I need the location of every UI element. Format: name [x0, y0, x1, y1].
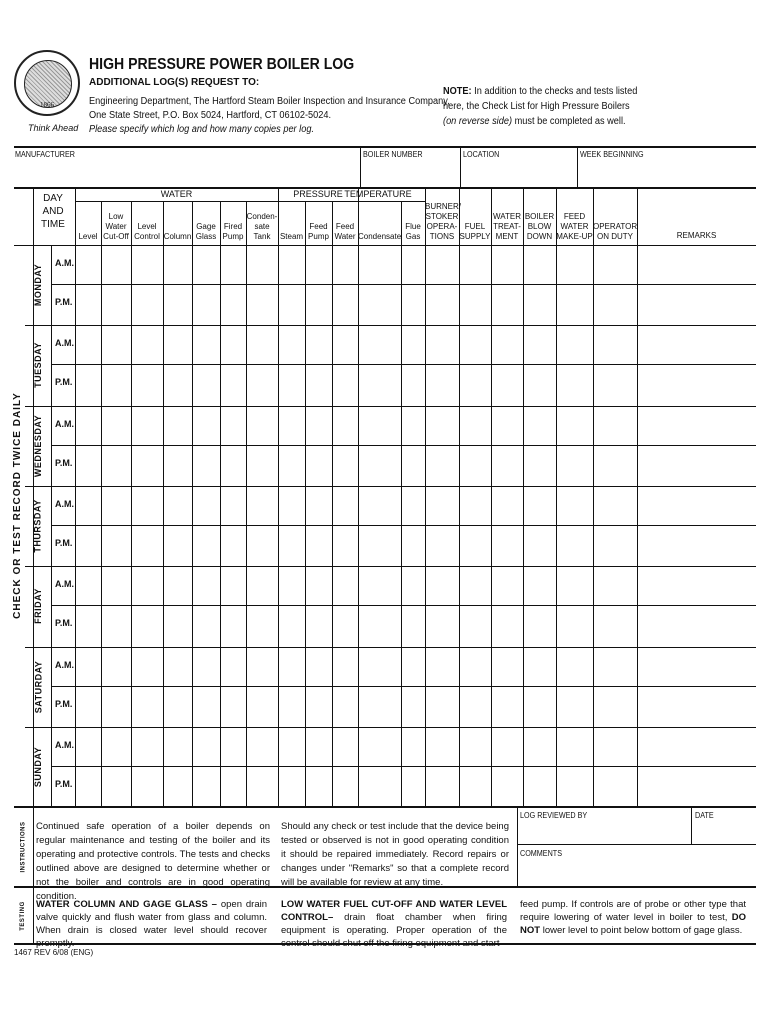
column-border	[192, 201, 193, 806]
water-group-header: WATER	[160, 189, 193, 199]
date-column-border	[691, 806, 692, 844]
boiler-number-field[interactable]: BOILER NUMBER	[363, 150, 423, 159]
am-label: A.M.	[55, 659, 74, 670]
note-label: NOTE:	[443, 86, 472, 97]
address-line-2: One State Street, P.O. Box 5024, Hartford, CT 06102-5024.	[89, 110, 332, 121]
day-label: SATURDAY	[33, 660, 44, 713]
column-header: Fired Pump	[222, 222, 244, 241]
comments-field[interactable]: COMMENTS	[520, 849, 563, 858]
column-border	[401, 201, 402, 806]
company-seal-logo	[14, 50, 80, 116]
column-header: Level	[78, 232, 98, 241]
note-block	[443, 84, 637, 129]
pm-label: P.M.	[55, 698, 73, 709]
column-border	[220, 201, 221, 806]
column-border	[637, 187, 638, 806]
day-label: SUNDAY	[33, 746, 43, 787]
am-pm-divider	[51, 605, 756, 606]
column-header: BOILER BLOW DOWN	[524, 212, 555, 241]
column-header: Feed Water	[334, 222, 356, 241]
column-header: WATER TREAT- MENT	[493, 212, 521, 241]
header-bottom-border	[14, 245, 756, 246]
day-and-time-header: DAY AND TIME	[41, 193, 65, 230]
note-line-1: In addition to the checks and tests listed	[474, 86, 638, 97]
instructions-paragraph-2: Should any check or test include that the device being tested or observed is not in good operating condition it should be repaired immediately. Record repairs or changes under "Remarks" so that a complete record will be available for review at any time.	[281, 821, 509, 888]
column-header: Column	[163, 232, 192, 241]
column-border	[459, 187, 460, 806]
pm-label: P.M.	[55, 297, 73, 307]
pressure-group-header: PRESSURE	[293, 189, 343, 199]
day-label: MONDAY	[33, 263, 43, 307]
group-header-underline	[278, 201, 425, 202]
column-header: OPERATOR ON DUTY	[593, 222, 638, 241]
column-border	[246, 201, 247, 806]
column-border	[278, 187, 279, 806]
check-record-side-label: CHECK OR TEST RECORD TWICE DAILY	[11, 391, 23, 619]
testing-water-column: WATER COLUMN AND GAGE GLASS – open drain valve quickly and flush water from glass and column. When drain is closed water level should recover promptly.	[36, 899, 267, 949]
note-line-3: must be completed as well.	[514, 116, 626, 127]
column-header: FUEL SUPPLY	[459, 222, 491, 241]
table-bottom-border	[14, 806, 756, 808]
note-line-2: here, the Check List for High Pressure Boilers	[443, 101, 630, 112]
column-header: Steam	[279, 232, 304, 241]
column-border	[593, 187, 594, 806]
column-border	[556, 187, 557, 806]
column-header: REMARKS	[676, 231, 717, 240]
column-header: FEED WATER MAKE-UP	[556, 212, 593, 241]
water-group-underline	[75, 201, 278, 202]
page-title: HIGH PRESSURE POWER BOILER LOG	[89, 56, 355, 73]
am-label: A.M.	[55, 418, 74, 429]
column-border	[425, 187, 426, 806]
column-header: BURNER/ STOKER OPERA- TIONS	[425, 202, 462, 241]
pm-label: P.M.	[55, 778, 73, 789]
day-divider	[25, 647, 756, 648]
pm-label: P.M.	[55, 457, 73, 468]
day-divider	[25, 727, 756, 728]
testing-feed-pump: feed pump. If controls are of probe or other type that require lowering of water level in boiler to test, DO NOT lower level to point below bottom of gage glass.	[520, 899, 747, 936]
am-pm-divider	[51, 284, 756, 285]
column-header: Flue Gas	[405, 222, 421, 241]
day-divider	[25, 406, 756, 407]
day-label: WEDNESDAY	[33, 414, 43, 477]
am-label: A.M.	[55, 739, 74, 750]
am-pm-divider	[51, 525, 756, 526]
column-header: Level Control	[134, 222, 160, 241]
column-header: Gage Glass	[195, 222, 217, 241]
column-border	[332, 201, 333, 806]
column-header: Feed Pump	[308, 222, 329, 241]
day-divider	[25, 486, 756, 487]
day-label: FRIDAY	[33, 588, 43, 625]
tagline: Think Ahead	[28, 123, 79, 133]
review-column-border	[517, 806, 518, 886]
request-subtitle: ADDITIONAL LOG(S) REQUEST TO:	[89, 77, 260, 88]
day-label: TUESDAY	[33, 342, 43, 389]
address-line-1: Engineering Department, The Hartford Steam Boiler Inspection and Insurance Company,	[89, 96, 450, 107]
comments-divider	[517, 844, 756, 845]
address-line-3: Please specify which log and how many copies per log.	[89, 124, 315, 135]
manufacturer-field[interactable]: MANUFACTURER	[15, 150, 76, 159]
am-label: A.M.	[55, 258, 74, 268]
instructions-paragraph-1: Continued safe operation of a boiler depends on regular maintenance and testing of the boiler and its operating and protective controls. The tests and checks outlined above are designed to determine whether or not the boiler and controls are in good operating condition.	[36, 821, 270, 902]
am-pm-divider	[51, 686, 756, 687]
address-block	[89, 95, 450, 137]
week-beginning-field[interactable]: WEEK BEGINNING	[580, 150, 644, 159]
am-pm-divider	[51, 445, 756, 446]
location-field[interactable]: LOCATION	[463, 150, 500, 159]
column-header: Conden- sate Tank	[246, 212, 278, 241]
testing-low-water-cutoff: LOW WATER FUEL CUT-OFF AND WATER LEVEL CONTROL– drain float chamber when firing equipment is operating. Proper operation of the control should shut off the firing equipment and start	[281, 899, 508, 949]
column-border	[163, 201, 164, 806]
day-label: THURSDAY	[33, 499, 43, 553]
am-label: A.M.	[55, 338, 74, 349]
am-label: A.M.	[55, 579, 74, 590]
am-pm-divider	[51, 766, 756, 767]
testing-side-label: TESTING	[20, 901, 27, 931]
column-border	[101, 201, 102, 806]
day-divider	[25, 325, 756, 326]
form-number: 1467 REV 6/08 (ENG)	[14, 948, 94, 957]
column-border	[358, 187, 359, 806]
pm-label: P.M.	[55, 537, 73, 548]
column-border	[491, 187, 492, 806]
column-header: Low Water Cut-Off	[103, 212, 129, 241]
day-divider	[25, 566, 756, 567]
temperature-group-header: TEMPERATURE	[344, 189, 412, 199]
column-border	[305, 201, 306, 806]
note-line-3-italic: (on reverse side)	[443, 116, 513, 127]
am-pm-divider	[51, 364, 756, 365]
ampm-column-border	[51, 245, 52, 806]
seal-year: 1866	[40, 101, 54, 109]
column-border	[523, 187, 524, 806]
log-reviewed-by-field[interactable]: LOG REVIEWED BY	[520, 811, 588, 820]
pm-label: P.M.	[55, 377, 73, 388]
am-label: A.M.	[55, 498, 74, 509]
column-header: Condensate	[358, 232, 402, 241]
date-field[interactable]: DATE	[695, 811, 714, 820]
instructions-side-label: INSTRUCTIONS	[20, 821, 26, 873]
column-border	[131, 201, 132, 806]
pm-label: P.M.	[55, 618, 73, 629]
column-border	[75, 187, 76, 806]
